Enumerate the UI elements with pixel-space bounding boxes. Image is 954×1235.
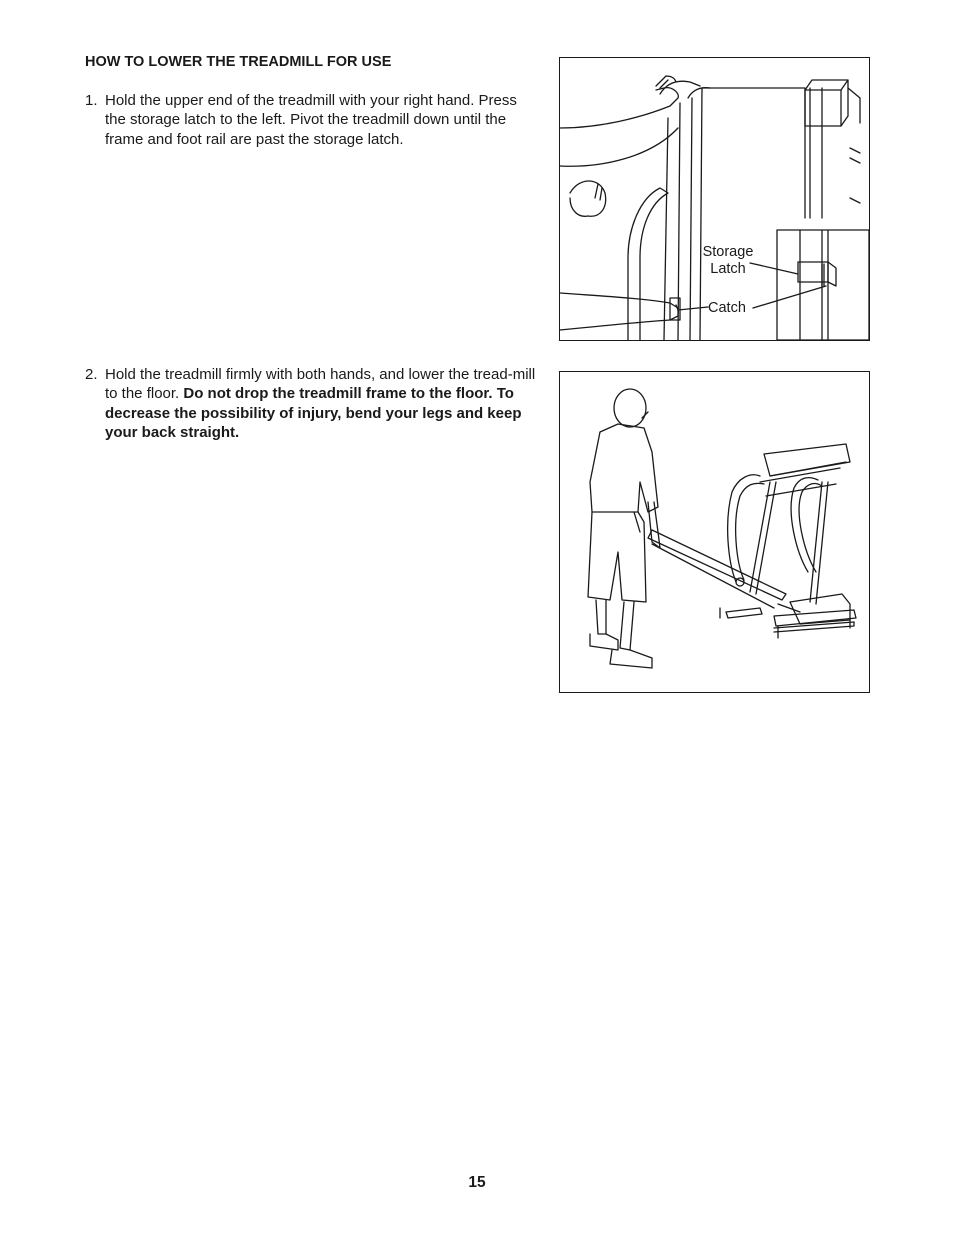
instruction-step-1	[85, 91, 540, 149]
storage-latch-illustration	[559, 57, 870, 341]
step-number: 2.	[85, 366, 98, 383]
step-text: Hold the treadmill firmly with both hands, and lower the tread-mill to the floor.	[105, 366, 536, 403]
storage-latch-label-line1: Storage	[702, 244, 754, 260]
storage-latch-label	[696, 244, 760, 278]
step-number: 1.	[85, 92, 98, 109]
lowering-treadmill-drawing	[560, 372, 869, 692]
step-text: Hold the upper end of the treadmill with your right hand. Press the storage latch to the left. Pivot the treadmill down until the frame and foot rail are past the storage latch.	[105, 92, 517, 148]
storage-latch-label-line2: Latch	[710, 261, 746, 277]
catch-label: Catch	[708, 300, 746, 316]
step-text-container	[105, 365, 540, 442]
page-number: 15	[468, 1174, 486, 1191]
step-warning-text: Do not drop the treadmill frame to the floor. To decrease the possibility of injury, bend your legs and keep your back straight.	[105, 385, 522, 441]
instruction-step-2	[85, 365, 540, 442]
storage-latch-drawing	[560, 58, 869, 340]
section-heading: HOW TO LOWER THE TREADMILL FOR USE	[85, 54, 392, 70]
lowering-treadmill-illustration	[559, 371, 870, 693]
step-text-container	[105, 91, 540, 149]
